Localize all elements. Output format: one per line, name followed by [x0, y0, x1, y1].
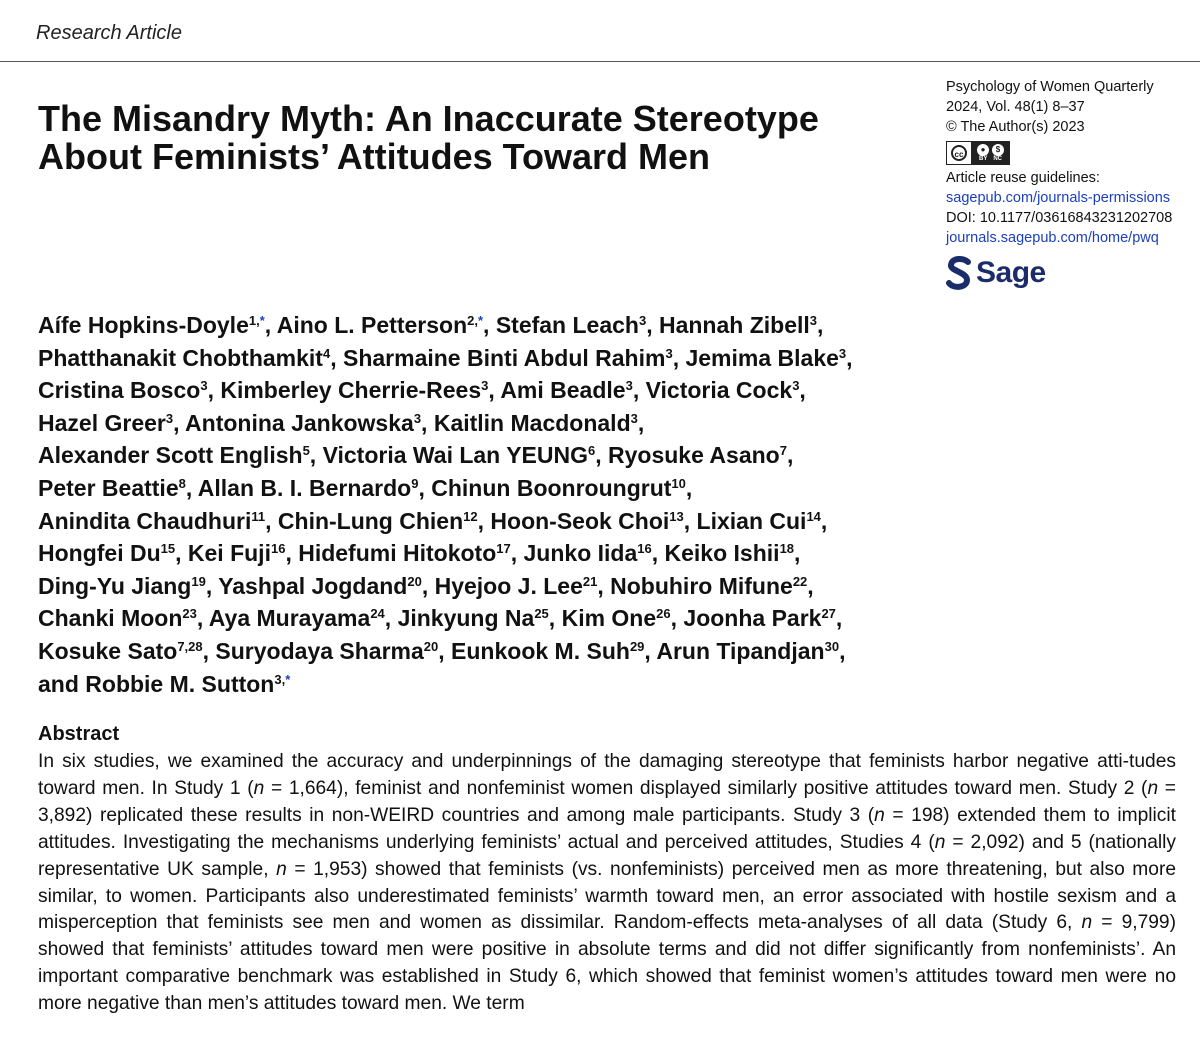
author-name[interactable]: Cristina Bosco: [38, 377, 201, 404]
affiliation-mark[interactable]: 11: [251, 508, 266, 524]
reuse-permissions-link[interactable]: sagepub.com/journals-permissions: [946, 190, 1171, 206]
affiliation-mark[interactable]: 13: [669, 508, 684, 524]
author-name[interactable]: Ryosuke Asano: [608, 442, 780, 469]
author-name[interactable]: Sharmaine Binti Abdul Rahim: [342, 344, 666, 371]
affiliation-mark[interactable]: 3: [792, 378, 800, 394]
attribution-icon: ●: [977, 144, 989, 156]
affiliation-mark[interactable]: 3: [809, 313, 818, 328]
affiliation-mark[interactable]: 3: [165, 410, 174, 426]
noncommercial-icon: $: [992, 144, 1004, 156]
abstract-heading: Abstract: [38, 723, 120, 745]
author-name[interactable]: Chin-Lung Chien: [277, 507, 464, 534]
sample-size-symbol: n: [1147, 777, 1159, 799]
author-name[interactable]: Lixian Cui: [696, 507, 807, 534]
author-name[interactable]: and Robbie M. Sutton: [38, 670, 275, 697]
affiliation-mark[interactable]: 23: [182, 606, 197, 622]
affiliation-mark[interactable]: 2,*: [467, 313, 484, 328]
author-name[interactable]: Jemima Blake: [685, 344, 839, 371]
journal-meta: [946, 77, 1186, 290]
author-name[interactable]: Ami Beadle: [500, 377, 626, 404]
affiliation-mark[interactable]: 8: [178, 475, 186, 491]
affiliation-mark[interactable]: 1,*: [248, 313, 265, 328]
affiliation-mark[interactable]: 26: [656, 606, 671, 622]
author-name[interactable]: Kim One: [561, 605, 657, 632]
sample-size-symbol: n: [253, 777, 265, 799]
affiliation-mark[interactable]: 24: [370, 606, 385, 622]
author-name[interactable]: Aya Murayama: [208, 605, 371, 632]
sample-size-symbol: n: [874, 804, 885, 826]
affiliation-mark[interactable]: 3: [638, 313, 647, 328]
affiliation-mark[interactable]: 3,*: [274, 671, 291, 687]
author-name[interactable]: Yashpal Jogdand: [218, 572, 408, 599]
affiliation-mark[interactable]: 7: [779, 443, 787, 459]
affiliation-mark[interactable]: 9: [411, 475, 419, 491]
sage-s-icon: [946, 256, 972, 290]
affiliation-mark[interactable]: 3: [630, 410, 638, 426]
author-name[interactable]: Suryodaya Sharma: [215, 637, 424, 664]
creative-commons-icon: cc: [951, 145, 967, 161]
author-name[interactable]: Jinkyung Na: [397, 605, 535, 632]
affiliation-mark[interactable]: 3: [625, 378, 633, 394]
journal-name: Psychology of Women Quarterly: [946, 79, 1154, 95]
affiliation-mark[interactable]: 14: [806, 508, 821, 524]
header-divider: [0, 61, 1200, 62]
affiliation-mark[interactable]: 3: [413, 410, 422, 426]
doi[interactable]: DOI: 10.1177/03616843231202708: [946, 210, 1173, 226]
author-name[interactable]: Aífe Hopkins-Doyle: [38, 312, 249, 338]
author-name[interactable]: Hongfei Du: [38, 540, 161, 567]
author-name[interactable]: Alexander Scott English: [38, 442, 303, 469]
affiliation-mark[interactable]: 12: [463, 508, 478, 524]
author-name[interactable]: Allan B. I. Bernardo: [197, 474, 412, 501]
author-name[interactable]: Joonha Park: [683, 605, 822, 632]
affiliation-mark[interactable]: 16: [637, 541, 652, 557]
affiliation-mark[interactable]: 15: [160, 541, 176, 557]
reuse-guidelines-label: Article reuse guidelines:: [946, 170, 1100, 186]
abstract-text: In six studies, we examined the accuracy and underpinnings of the damaging stereotype that feminists harbor negative atti-tudes toward men. In Study 1 (n = 1,664), feminist and nonfeminist women displayed similarly positive attitudes toward men. Study 2 (n = 3,892) replicated these results in non-WEIRD countries and among male participants. Study 3 (n = 198) extended them to implicit attitudes. Investigating the mechanisms underlying feminists’ actual and perceived attitudes, Studies 4 (n = 2,092) and 5 (nationally representative UK sample, n = 1,953) showed that feminists (vs. nonfeminists) perceived men as more threatening, but also more similar, to women. Participants also underestimated feminists’ warmth toward men, an error associated with hostile sexism and a misperception that feminists see men and women as dissimilar. Random-effects meta-analyses of all data (Study 6, n = 9,799) showed that feminists’ attitudes toward men were positive in absolute terms and did not differ significantly from nonfeminists’. An important comparative benchmark was established in Study 6, which showed that feminist women’s attitudes toward men were no more negative than men’s attitudes toward men. We term: [38, 751, 1177, 1015]
author-name[interactable]: Nobuhiro Mifune: [610, 572, 793, 599]
author-name[interactable]: Eunkook M. Suh: [451, 637, 630, 664]
author-name[interactable]: Hoon-Seok Choi: [490, 507, 670, 534]
affiliation-mark[interactable]: 3: [838, 345, 847, 361]
author-name[interactable]: Chinun Boonroungrut: [431, 474, 672, 501]
article-title: The Misandry Myth: An Inaccurate Stereotype About Feminists’ Attitudes Toward Men: [38, 98, 819, 177]
author-name[interactable]: Kaitlin Macdonald: [433, 409, 631, 436]
journal-home-link[interactable]: journals.sagepub.com/home/pwq: [946, 230, 1159, 246]
sage-wordmark: Sage: [976, 256, 1046, 289]
author-list: Aífe Hopkins-Doyle$^{1,*}$, Aino L. Petterson$^{2,*}$, Stefan Leach$^3$, Hannah Zibell$^3$, Phatthanakit Chobthamkit$^4$, Sharmaine Binti Abdul Rahim$^3$, Jemima Blake$^3$, Cristina Bosco$^3$, Kimberley Cherrie-Rees$^3$, Ami Beadle$^3$, Victoria Cock$^3$, Hazel Greer$^3$, Antonina Jankowska$^3$, Kaitlin Macdonald$^3$, Alexander Scott English$^5$, Victoria Wai Lan YEUNG$^6$, Ryosuke Asano$^7$, Peter Beattie$^8$, Allan B. I. Bernardo$^9$, Chinun Boonroungrut$^{10}$, Anindita Chaudhuri$^{11}$, Chin-Lung Chien$^{12}$, Hoon-Seok Choi$^{13}$, Lixian Cui$^{14}$, Hongfei Du$^{15}$, Kei Fuji$^{16}$, Hidefumi Hitokoto$^{17}$, Junko Iida$^{16}$, Keiko Ishii$^{18}$, Ding-Yu Jiang$^{19}$, Yashpal Jogdand$^{20}$, Hyejoo J. Lee$^{21}$, Nobuhiro Mifune$^{22}$, Chanki Moon$^{23}$, Aya Murayama$^{24}$, Jinkyung Na$^{25}$, Kim One$^{26}$, Joonha Park$^{27}$, Kosuke Sato$^{7,28}$, Suryodaya Sharma$^{20}$, Eunkook M. Suh$^{29}$, Arun Tipandjan$^{30}$, and Robbie M. Sutton$^{3,*}$: [38, 312, 853, 697]
cc-nc-label: NC: [993, 155, 1002, 162]
affiliation-mark[interactable]: 22: [792, 573, 808, 589]
affiliation-mark[interactable]: 27: [821, 606, 836, 622]
affiliation-mark[interactable]: 30: [824, 638, 840, 654]
author-name[interactable]: Junko Iida: [523, 540, 638, 567]
sample-size-symbol: n: [934, 831, 946, 853]
volume-pages: 2024, Vol. 48(1) 8–37: [946, 99, 1085, 115]
author-name[interactable]: Stefan Leach: [495, 312, 639, 338]
affiliation-mark[interactable]: 29: [629, 638, 645, 654]
author-name[interactable]: Anindita Chaudhuri: [38, 507, 252, 534]
affiliation-mark[interactable]: 3: [665, 345, 673, 361]
affiliation-mark[interactable]: 17: [496, 541, 511, 557]
publisher-logo: [946, 256, 1186, 290]
cc-license-badge[interactable]: [946, 141, 1010, 165]
author-name[interactable]: Aino L. Petterson: [276, 312, 468, 338]
author-name[interactable]: Phatthanakit Chobthamkit: [38, 344, 323, 371]
author-name[interactable]: Hyejoo J. Lee: [434, 572, 583, 599]
sample-size-symbol: n: [276, 858, 287, 880]
affiliation-mark[interactable]: 19: [191, 573, 206, 589]
author-name[interactable]: Kei Fuji: [187, 540, 271, 567]
affiliation-mark[interactable]: 20: [423, 638, 439, 654]
author-name[interactable]: Keiko Ishii: [664, 540, 780, 567]
author-name[interactable]: Arun Tipandjan: [656, 637, 825, 664]
affiliation-mark[interactable]: 4: [322, 345, 331, 361]
author-name[interactable]: Chanki Moon: [38, 605, 183, 632]
author-name[interactable]: Hidefumi Hitokoto: [298, 540, 497, 567]
author-name[interactable]: Hazel Greer: [38, 409, 166, 436]
affiliation-mark[interactable]: 3: [200, 378, 208, 394]
cc-by-label: BY: [978, 155, 988, 162]
author-name[interactable]: Victoria Wai Lan YEUNG: [322, 442, 588, 469]
copyright: © The Author(s) 2023: [946, 119, 1085, 135]
affiliation-mark[interactable]: 20: [407, 573, 422, 589]
affiliation-mark[interactable]: 7,28: [177, 638, 203, 654]
affiliation-mark[interactable]: 16: [270, 541, 286, 557]
affiliation-mark[interactable]: 5: [302, 443, 310, 459]
affiliation-mark[interactable]: 21: [582, 573, 598, 589]
affiliation-mark[interactable]: 10: [671, 475, 686, 491]
article-type-label: Research Article: [36, 22, 182, 44]
author-name[interactable]: Ding-Yu Jiang: [38, 572, 192, 599]
affiliation-mark[interactable]: 18: [779, 541, 795, 557]
author-name[interactable]: Antonina Jankowska: [185, 409, 414, 436]
author-name[interactable]: Kosuke Sato: [38, 637, 178, 664]
affiliation-mark[interactable]: 25: [534, 606, 549, 622]
author-name[interactable]: Peter Beattie: [38, 474, 179, 501]
sample-size-symbol: n: [1081, 912, 1093, 934]
author-name[interactable]: Victoria Cock: [645, 377, 793, 404]
author-name[interactable]: Hannah Zibell: [658, 312, 810, 338]
affiliation-mark[interactable]: 6: [588, 443, 596, 459]
affiliation-mark[interactable]: 3: [481, 378, 489, 394]
author-name[interactable]: Kimberley Cherrie-Rees: [220, 377, 482, 404]
